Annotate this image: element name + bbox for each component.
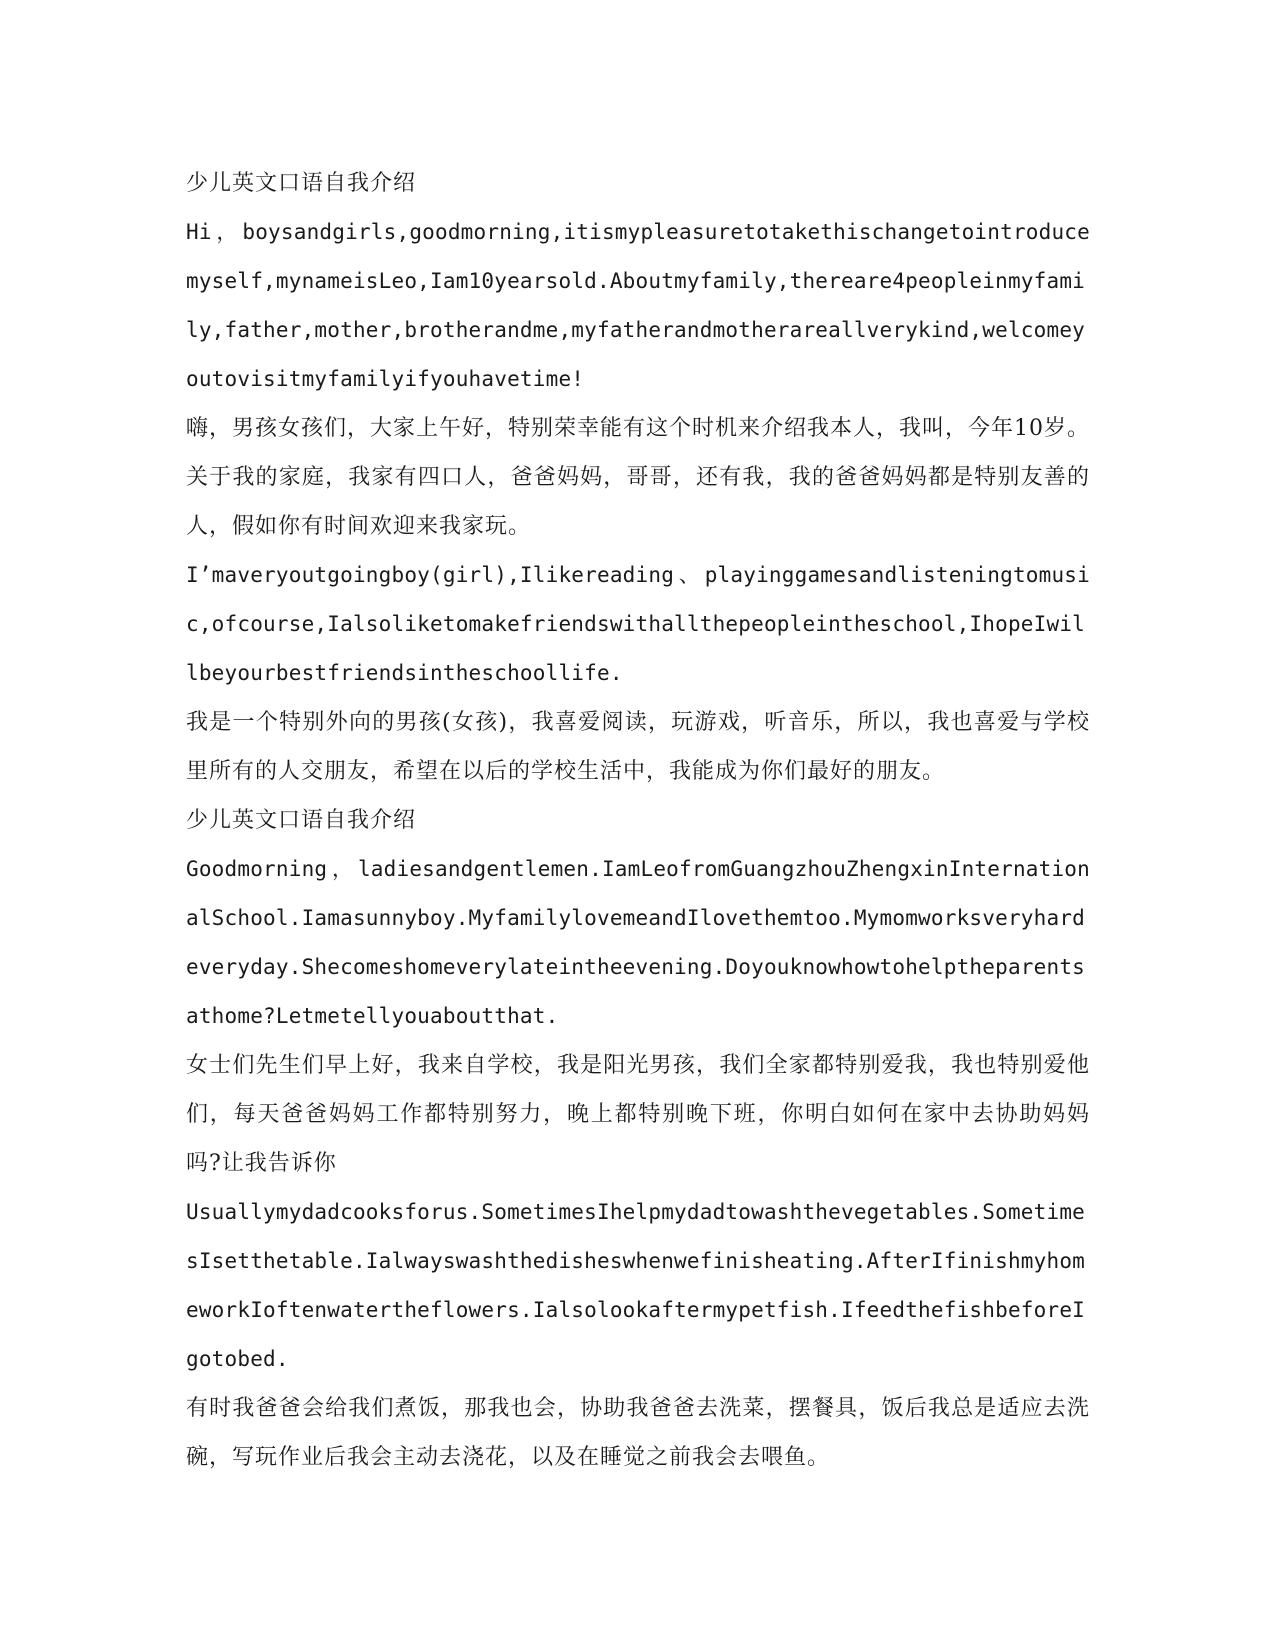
paragraph-english-1: Hi，boysandgirls,goodmorning,itismypleasuretotakethischangetointroducemyself,mynameisLeo,Iam10yearsold.Aboutmyfamily,thereare4peopleinmyfamily,father,mother,brotherandme,myfatherandmotherareallverykind,welcomeyoutovisitmyfamilyifyouhavetime!	[186, 220, 1090, 391]
paragraph-chinese-2: 我是一个特别外向的男孩(女孩)，我喜爱阅读，玩游戏，听音乐，所以，我也喜爱与学校里所有的人交朋友，希望在以后的学校生活中，我能成为你们最好的朋友。	[186, 710, 1090, 784]
section-heading-2: 少儿英文口语自我介绍	[186, 808, 417, 833]
paragraph-english-3: Goodmorning，ladiesandgentlemen.IamLeofromGuangzhouZhengxinInternationalSchool.Iamasunnyboy.MyfamilylovemeandIlovethemtoo.Mymomworksveryhardeveryday.Shecomeshomeverylateintheevening.Doyouknowhowtohelptheparentsathome?Letmetellyouaboutthat.	[186, 857, 1090, 1028]
document-body	[186, 159, 1090, 1482]
paragraph-chinese-1: 嗨，男孩女孩们，大家上午好，特别荣幸能有这个时机来介绍我本人，我叫，今年10岁。关于我的家庭，我家有四口人，爸爸妈妈，哥哥，还有我，我的爸爸妈妈都是特别友善的人，假如你有时间欢迎来我家玩。	[186, 416, 1090, 539]
paragraph-chinese-3: 女士们先生们早上好，我来自学校，我是阳光男孩，我们全家都特别爱我，我也特别爱他们，每天爸爸妈妈工作都特别努力，晚上都特别晚下班，你明白如何在家中去协助妈妈吗?让我告诉你	[186, 1053, 1090, 1176]
paragraph-english-2: I’maveryoutgoingboy(girl),Ilikereading、playinggamesandlisteningtomusic,ofcourse,Ialsoliketomakefriendswithallthepeopleintheschool,IhopeIwillbeyourbestfriendsintheschoollife.	[186, 563, 1090, 685]
paragraph-english-4: Usuallymydadcooksforus.SometimesIhelpmydadtowashthevegetables.SometimesIsetthetable.Ialwayswashthedisheswhenwefinisheating.AfterIfinishmyhomeworkIoftenwatertheflowers.Ialsolookaftermypetfish.IfeedthefishbeforeIgotobed.	[186, 1200, 1086, 1371]
section-heading-1: 少儿英文口语自我介绍	[186, 171, 417, 196]
paragraph-chinese-4: 有时我爸爸会给我们煮饭，那我也会，协助我爸爸去洗菜，摆餐具，饭后我总是适应去洗碗，写玩作业后我会主动去浇花，以及在睡觉之前我会去喂鱼。	[186, 1396, 1090, 1470]
